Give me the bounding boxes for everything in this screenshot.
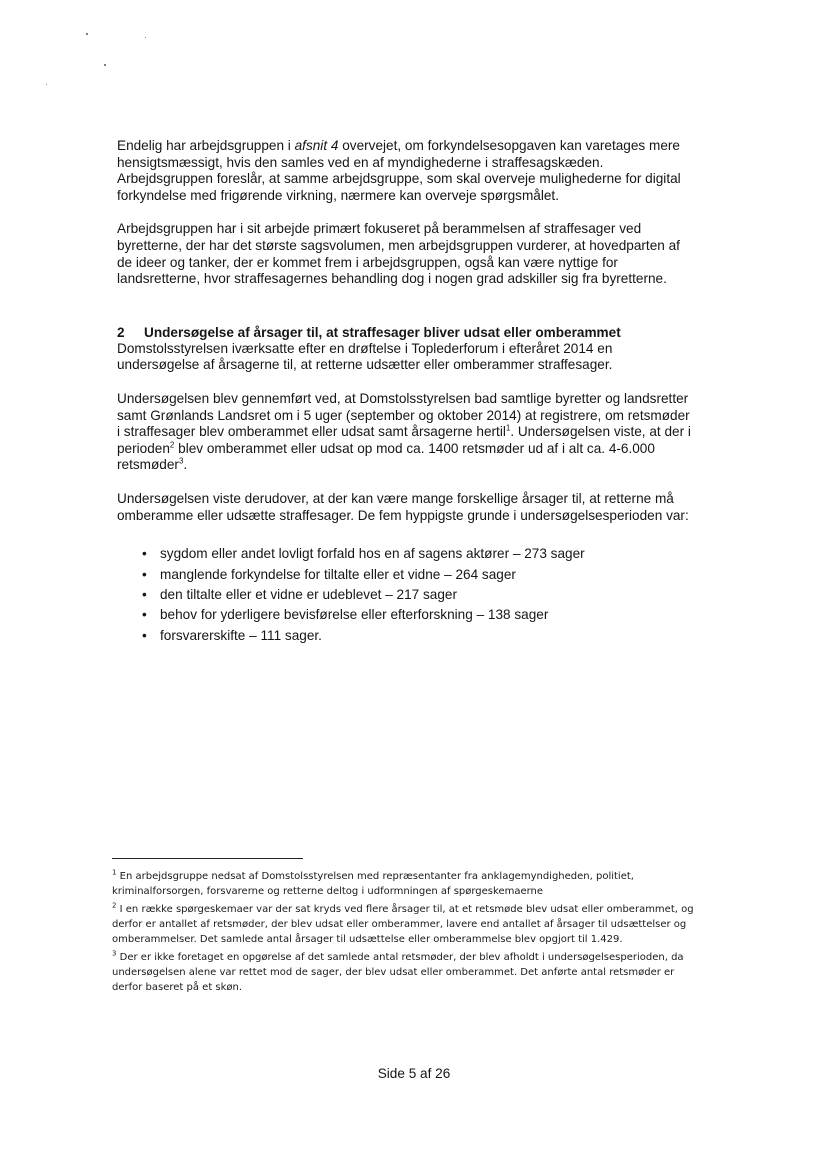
- scan-speck: [104, 64, 106, 66]
- list-item-text: forsvarerskifte – 111 sager.: [160, 627, 322, 643]
- bullet-icon: •: [142, 546, 147, 562]
- page-body: [117, 138, 695, 646]
- paragraph-text: Endelig har arbejdsgruppen i: [117, 138, 295, 153]
- footnote-mark: 3: [112, 949, 117, 958]
- list-item: [117, 585, 695, 605]
- paragraph-causes: Undersøgelsen viste derudover, at der kan være mange forskellige årsager til, at retterne må omberamme eller udsætte straffesager. De fem hyppigste grunde i undersøgelsesperioden var:: [117, 490, 689, 523]
- bullet-icon: •: [142, 566, 147, 582]
- paragraph-forkyndelse: [117, 138, 695, 204]
- footnote-ref-1[interactable]: 1: [505, 423, 511, 433]
- paragraph-text: Undersøgelsen blev gennemført ved, at Domstolsstyrelsen bad samtlige byretter og landsretter samt Grønlands Landsret om i 5 uger (september og oktober 2014) at registrere, om retsmøder i straffesager blev omberammet eller udsat samt årsagerne hertil: [117, 390, 690, 440]
- list-item: [117, 565, 695, 585]
- list-item-text: den tiltalte eller et vidne er udeblevet – 217 sager: [160, 586, 457, 602]
- footnote-text: En arbejdsgruppe nedsat af Domstolsstyrelsen med repræsentanter fra anklagemyndigheden, politiet, kriminalforsorgen, forsvarerne og retterne deltog i udformningen af spørgeskemaerne: [112, 871, 634, 897]
- paragraph-text: overvejet, om forkyndelsesopgaven kan varetages mere hensigtsmæssigt, hvis den samles ved en af myndighederne i straffesagskæden. Arbejdsgruppen foreslår, at samme arbejdsgruppe, som skal overveje mulighederne for digital forkyndelse med frigørende virkning, nærmere kan overveje spørgsmålet.: [117, 138, 681, 203]
- footnotes: [112, 869, 697, 998]
- paragraph-focus: Arbejdsgruppen har i sit arbejde primært fokuseret på berammelsen af straffesager ved byretterne, der har det største sagsvolumen, men arbejdsgruppen vurderer, at hovedparten af de ideer og tanker, der er kommet frem i arbejdsgruppen, også kan være nyttige for landsretterne, hvor straffesagernes behandling dog i nogen grad adskiller sig fra byretterne.: [117, 221, 680, 287]
- section-heading: [117, 324, 695, 341]
- bullet-icon: •: [142, 627, 147, 643]
- scan-speck: [86, 33, 88, 35]
- footnote-text: I en række spørgeskemaer var der sat kryds ved flere årsager til, at et retsmøde blev udsat eller omberammet, og derfor er antallet af retsmøder, der blev udsat eller omberammer, lavere end antallet af årsager til udsættelser og omberammelser. Det samlede antal årsager til udsættelse eller omberammelse blev opgjort til 1.429.: [112, 904, 694, 945]
- list-item-text: manglende forkyndelse for tiltalte eller et vidne – 264 sager: [160, 566, 516, 582]
- paragraph-investigation: Domstolsstyrelsen iværksatte efter en drøftelse i Toplederforum i efteråret 2014 en undersøgelse af årsagerne til, at retterne udsætter eller omberammer straffesager.: [117, 340, 613, 373]
- footnote-3: [112, 950, 697, 995]
- bullet-icon: •: [142, 607, 147, 623]
- paragraph-method: [117, 391, 695, 474]
- list-item-text: behov for yderligere bevisførelse eller efterforskning – 138 sager: [160, 607, 549, 623]
- footnote-1: [112, 869, 697, 899]
- section-number: 2: [117, 324, 125, 340]
- paragraph-text: .: [183, 457, 188, 473]
- section-title: Undersøgelse af årsager til, at straffesager bliver udsat eller omberammet: [144, 324, 621, 340]
- causes-list: [117, 544, 695, 646]
- list-item-text: sygdom eller andet lovligt forfald hos en af sagens aktører – 273 sager: [160, 546, 585, 562]
- footnote-mark: 1: [112, 868, 117, 877]
- paragraph-text: blev omberammet eller udsat op mod ca. 1400 retsmøder ud af i alt ca. 4-6.000 retsmøder: [117, 440, 655, 473]
- section-reference: afsnit 4: [294, 138, 339, 153]
- scan-speck: [46, 84, 47, 85]
- scan-speck: [145, 37, 146, 38]
- footnote-ref-3[interactable]: 3: [178, 456, 184, 466]
- paragraph-text: . Undersøgelsen viste, at der i perioden: [117, 424, 691, 456]
- list-item: [117, 626, 695, 646]
- bullet-icon: •: [142, 586, 147, 602]
- list-item: [117, 605, 695, 625]
- footnote-text: Der er ikke foretaget en opgørelse af det samlede antal retsmøder, der blev afholdt i undersøgelsesperioden, da undersøgelsen alene var rettet mod de sager, der blev udsat eller omberammet. Det anførte antal retsmøder er derfor baseret på et skøn.: [112, 952, 684, 993]
- footnote-ref-2[interactable]: 2: [169, 440, 175, 450]
- page-number: Side 5 af 26: [377, 1066, 451, 1081]
- list-item: [117, 544, 695, 564]
- footnote-divider: [112, 858, 303, 859]
- footnote-2: [112, 902, 697, 947]
- footnote-mark: 2: [112, 901, 117, 910]
